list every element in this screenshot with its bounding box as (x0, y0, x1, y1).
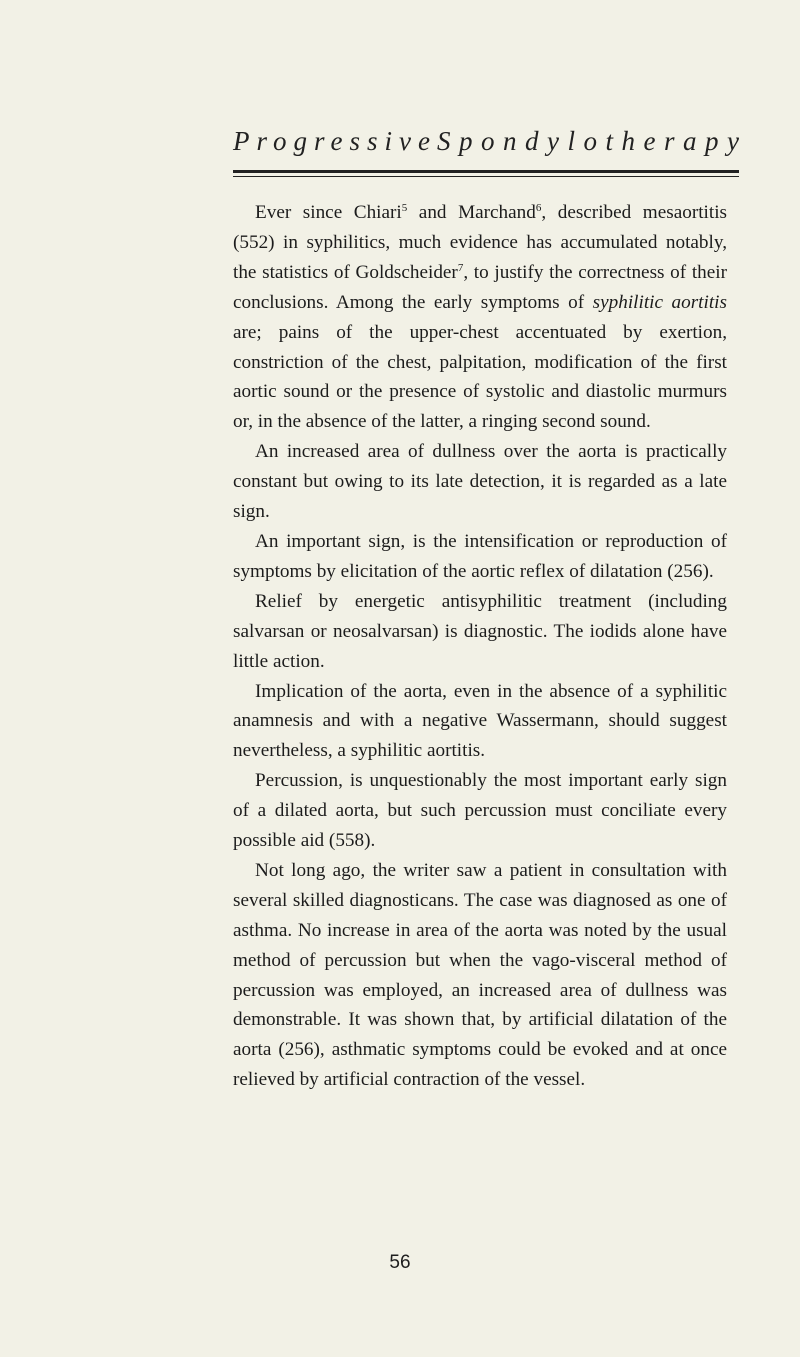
paragraph-2: An increased area of dullness over the aorta is practically constant but owing to its late detection, it is regarded as a late sign. (233, 441, 727, 523)
footnote-ref-7: 7 (457, 261, 464, 274)
paragraph-7: Not long ago, the writer saw a patient in consultation with several skilled diagnosticans. The case was diagnosed as one of asthma. No increase in area of the aorta was noted by the usual method of percussion but when the vago-visceral method of percussion was employed, an increased area of dullness was demonstrable. It was shown that, by artificial dilatation of the aorta (256), asthmatic symptoms could be evoked and at once relieved by artificial contraction of the vessel. (233, 859, 727, 1091)
p1-italic-term: syphilitic aortitis (592, 291, 727, 313)
footnote-ref-6: 6 (535, 202, 542, 214)
paragraph-5: Implication of the aorta, even in the absence of a syphilitic anamnesis and with a negative Wassermann, should suggest nevertheless, a syphilitic aortitis. (233, 680, 727, 762)
footnote-ref-5: 5 (401, 202, 408, 214)
header-rule-thin (233, 176, 739, 177)
header-title-first: Progressive (233, 126, 437, 156)
paragraph-3: An important sign, is the intensification or reproduction of symptoms by elicitation of the aortic reflex of dilatation (256). (233, 530, 727, 582)
paragraph-4: Relief by energetic antisyphilitic treatment (including salvarsan or neosalvarsan) is diagnostic. The iodids alone have little action. (233, 590, 727, 672)
p1-text-i: are; pains of the upper-chest accentuated by exertion, constriction of the chest, palpitation, modification of the first aortic sound or the presence of systolic and diastolic murmurs or, in the absence of the latter, a ringing second sound. (233, 321, 727, 433)
running-header (233, 126, 748, 156)
p1-text-c: and Marchand (407, 202, 536, 223)
paragraph-1 (233, 198, 727, 437)
p1-text-g: , to justify the correctness of their conclusions. Among the early symptoms of (233, 261, 727, 313)
header-rule-thick (233, 170, 739, 173)
header-title-second: Spondylotherapy (436, 126, 748, 156)
page-number: 56 (389, 1252, 411, 1273)
p1-text-a: Ever since Chiari (255, 202, 402, 223)
paragraph-6: Percussion, is unquestionably the most important early sign of a dilated aorta, but such percussion must conciliate every possible aid (558). (233, 770, 727, 852)
body-text (233, 198, 727, 1095)
p1-text-e: , described mesaortitis (552) in syphilitics, much evidence has accumulated notably, the statistics of Goldscheider (233, 202, 727, 283)
